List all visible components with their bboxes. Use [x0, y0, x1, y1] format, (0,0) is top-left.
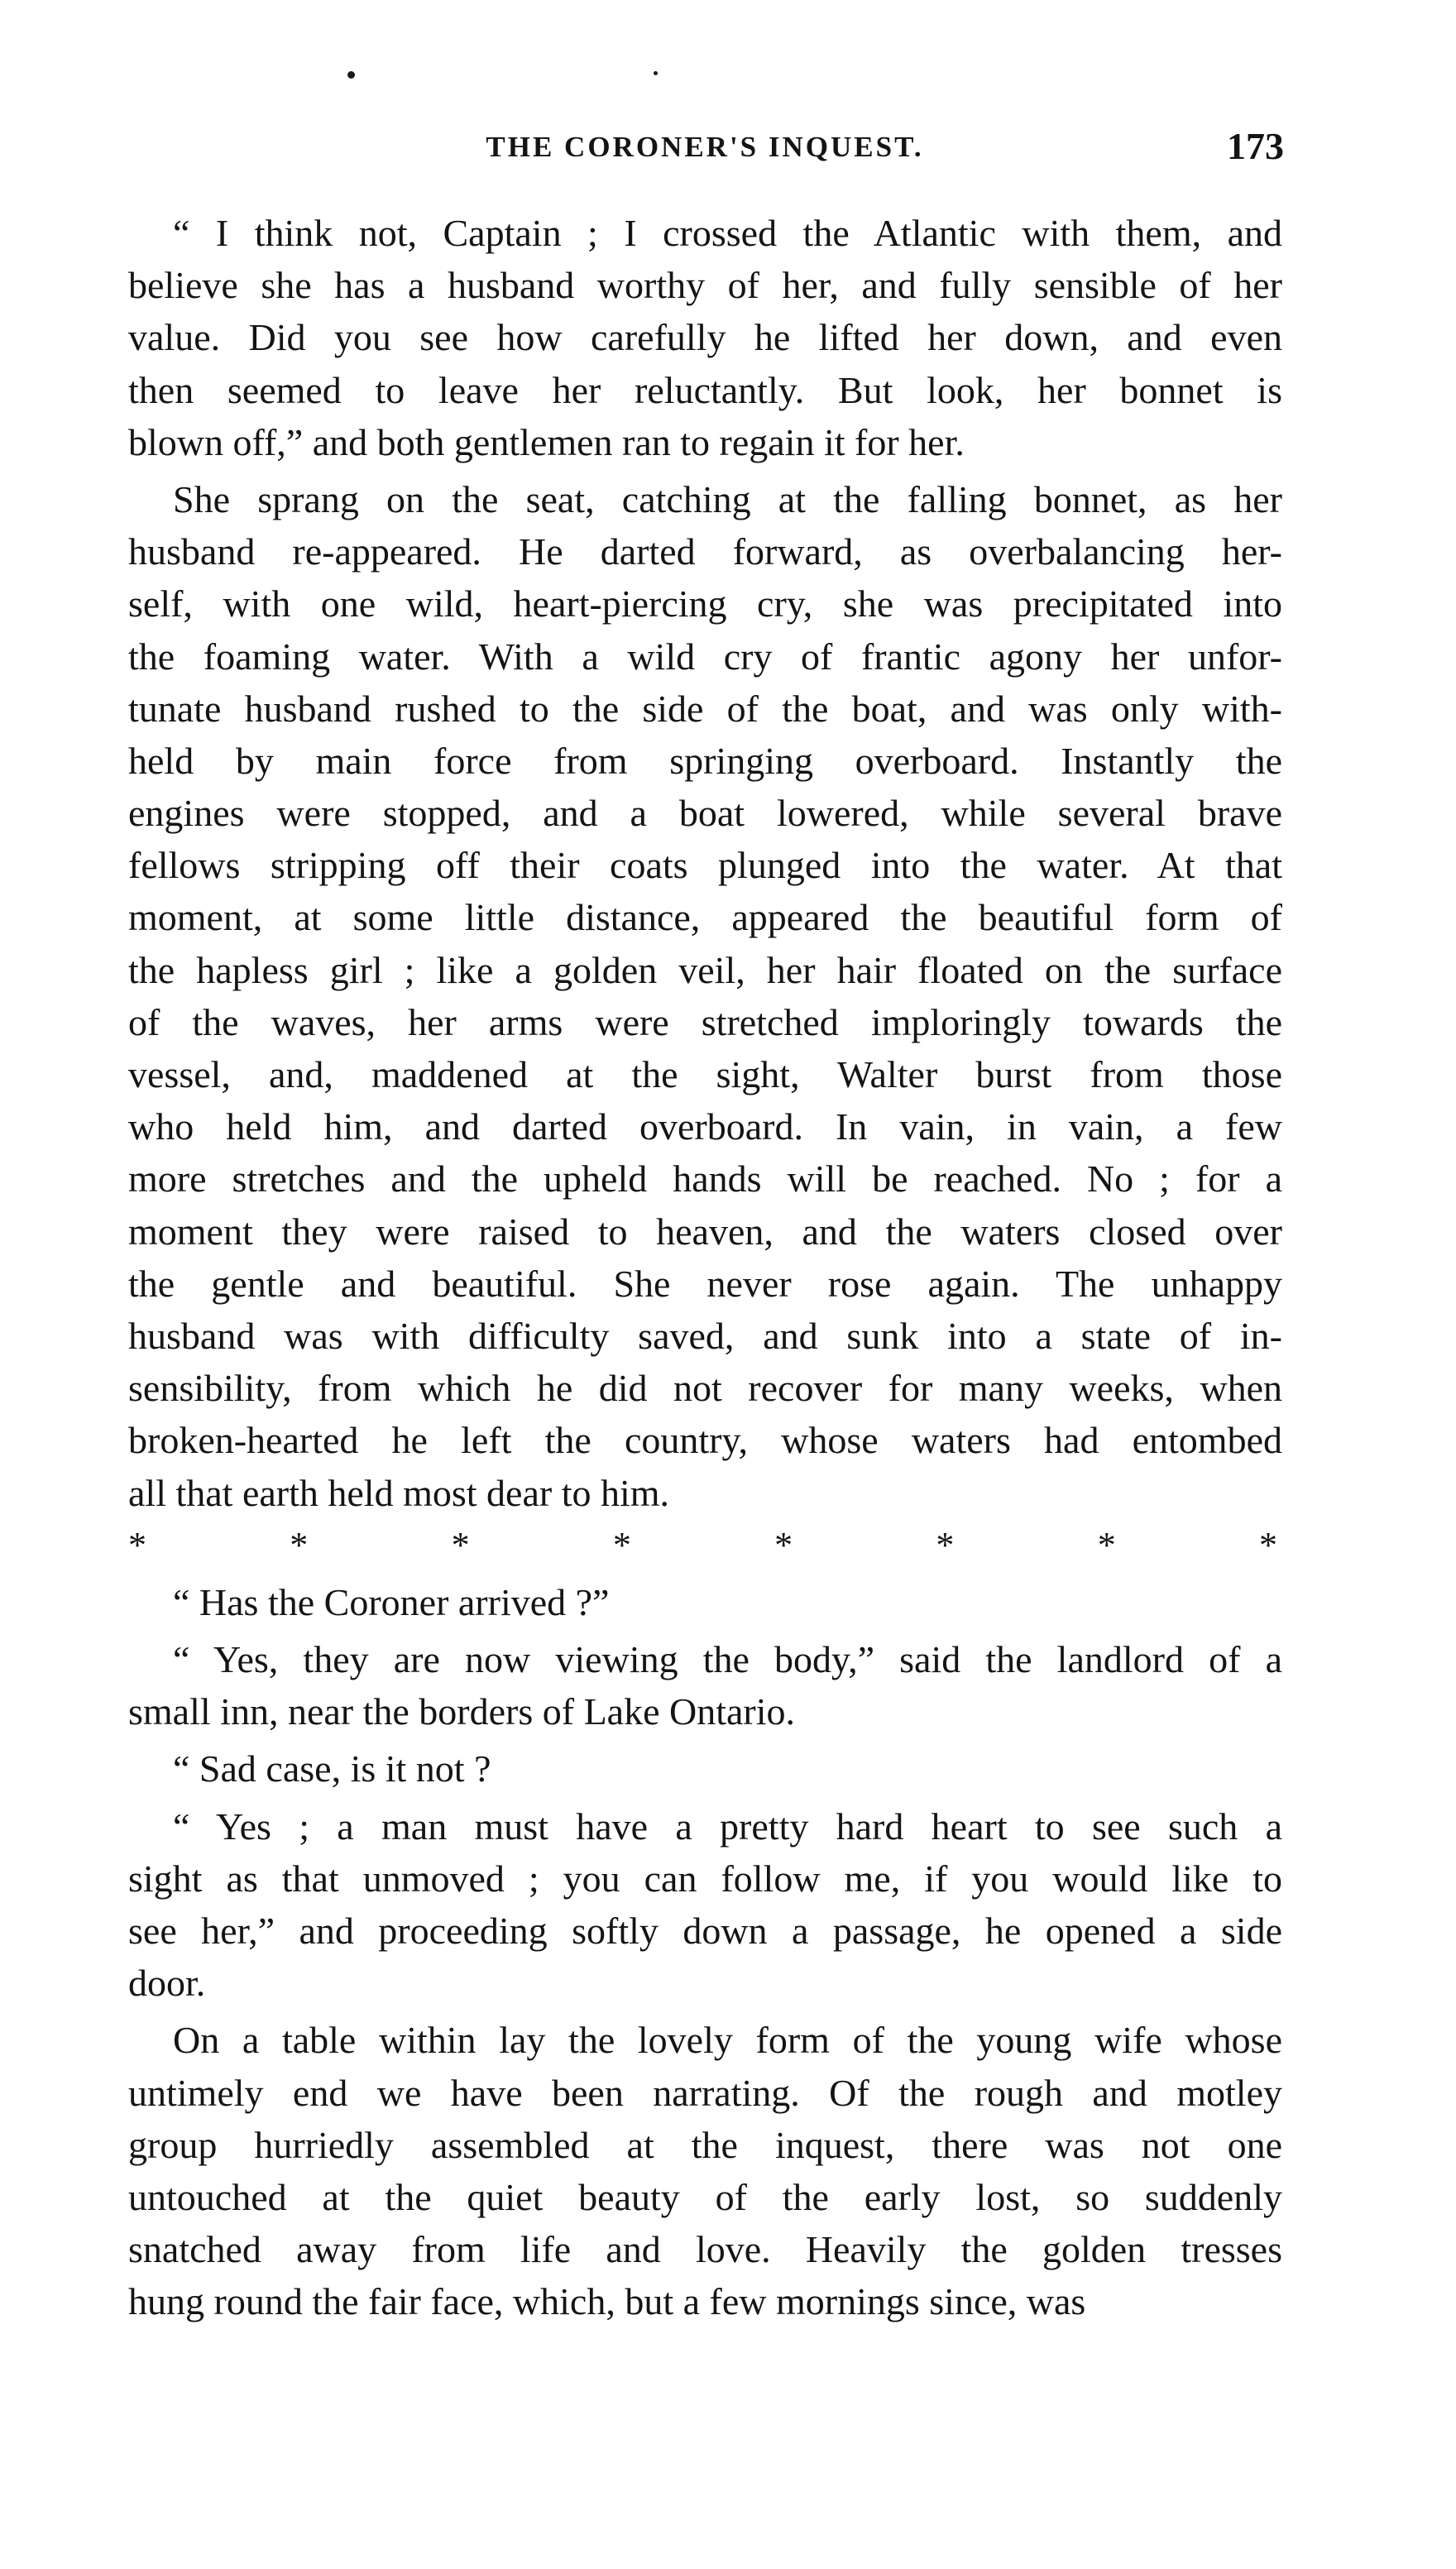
text-line: small inn, near the borders of Lake Ontario. [128, 1690, 796, 1733]
text-line: “ I think not, Captain ; I crossed the Atlantic with them, and [173, 212, 1282, 254]
paragraph [128, 1633, 1282, 1737]
text-line: all that earth held most dear to him. [128, 1471, 670, 1514]
asterisk: * [1097, 1524, 1116, 1565]
text-line: On a table within lay the lovely form of the young wife whose [173, 2019, 1282, 2062]
text-line: self, with one wild, heart-piercing cry, she was precipitated into [128, 582, 1282, 625]
text-line: engines were stopped, and a boat lowered, while several brave [128, 792, 1282, 835]
page-number: 173 [1227, 125, 1284, 167]
text-line: more stretches and the upheld hands will be reached. No ; for a [128, 1157, 1282, 1201]
text-line: held by main force from springing overboard. Instantly the [128, 739, 1282, 782]
text-line: blown off,” and both gentlemen ran to regain it for her. [128, 420, 965, 463]
text-line: husband was with difficulty saved, and sunk into a state of in- [128, 1314, 1282, 1357]
text-line: group hurriedly assembled at the inquest, there was not one [128, 2123, 1282, 2166]
asterisk: * [774, 1524, 793, 1565]
text-line: “ Yes, they are now viewing the body,” said the landlord of a [173, 1638, 1282, 1681]
text-line: “ Has the Coroner arrived ?” [173, 1580, 610, 1623]
asterisk: * [290, 1524, 309, 1565]
paragraph [128, 1742, 1282, 1795]
running-title: THE CORONER'S INQUEST. [486, 131, 924, 163]
paragraph [128, 1800, 1282, 2010]
text-line: hung round the fair face, which, but a few mornings since, was [128, 2280, 1086, 2323]
text-line: the foaming water. With a wild cry of frantic agony her unfor- [128, 635, 1282, 678]
paragraph [128, 473, 1282, 1519]
text-line: untimely end we have been narrating. Of the rough and motley [128, 2071, 1282, 2114]
text-line: tunate husband rushed to the side of the boat, and was only with- [128, 687, 1282, 730]
text-line: She sprang on the seat, catching at the falling bonnet, as her [173, 477, 1282, 520]
text-line: sensibility, from which he did not recover for many weeks, when [128, 1367, 1282, 1410]
print-speck [654, 71, 658, 75]
text-line: the gentle and beautiful. She never rose again. The unhappy [128, 1262, 1282, 1305]
paragraph [128, 1576, 1282, 1628]
text-line: “ Yes ; a man must have a pretty hard heart to see such a [173, 1805, 1282, 1848]
text-line: fellows stripping off their coats plunged into the water. At that [128, 844, 1282, 887]
text-line: untouched at the quiet beauty of the early lost, so suddenly [128, 2175, 1282, 2218]
text-line: the hapless girl ; like a golden veil, her hair floated on the surface [128, 948, 1282, 991]
text-line: “ Sad case, is it not ? [173, 1747, 491, 1790]
asterisk: * [612, 1524, 631, 1565]
text-line: moment they were raised to heaven, and the waters closed over [128, 1210, 1282, 1253]
text-line: sight as that unmoved ; you can follow me, if you would like to [128, 1857, 1282, 1900]
text-line: husband re-appeared. He darted forward, as overbalancing her- [128, 530, 1282, 573]
text-line: see her,” and proceeding softly down a passage, he opened a side [128, 1910, 1282, 1952]
paragraph [128, 2014, 1282, 2327]
print-speck [347, 71, 355, 79]
text-line: who held him, and darted overboard. In vain, in vain, a few [128, 1105, 1282, 1148]
text-line: door. [128, 1962, 206, 2005]
text-line: value. Did you see how carefully he lifted her down, and even [128, 316, 1282, 359]
text-line: snatched away from life and love. Heavily the golden tresses [128, 2228, 1282, 2271]
asterisk: * [1258, 1524, 1277, 1565]
text-line: moment, at some little distance, appeared the beautiful form of [128, 896, 1282, 939]
text-line: broken-hearted he left the country, whose waters had entombed [128, 1419, 1282, 1462]
paragraph [128, 207, 1282, 468]
asterisk: * [936, 1524, 955, 1565]
text-line: vessel, and, maddened at the sight, Walter burst from those [128, 1053, 1282, 1095]
running-head [126, 125, 1284, 180]
asterisk: * [128, 1524, 146, 1565]
section-break-asterisks [128, 1519, 1282, 1571]
text-line: believe she has a husband worthy of her, and fully sensible of her [128, 264, 1282, 307]
text-line: of the waves, her arms were stretched imploringly towards the [128, 1000, 1282, 1043]
text-line: then seemed to leave her reluctantly. But look, her bonnet is [128, 368, 1282, 411]
body-text [128, 207, 1282, 2328]
asterisk: * [451, 1524, 470, 1565]
